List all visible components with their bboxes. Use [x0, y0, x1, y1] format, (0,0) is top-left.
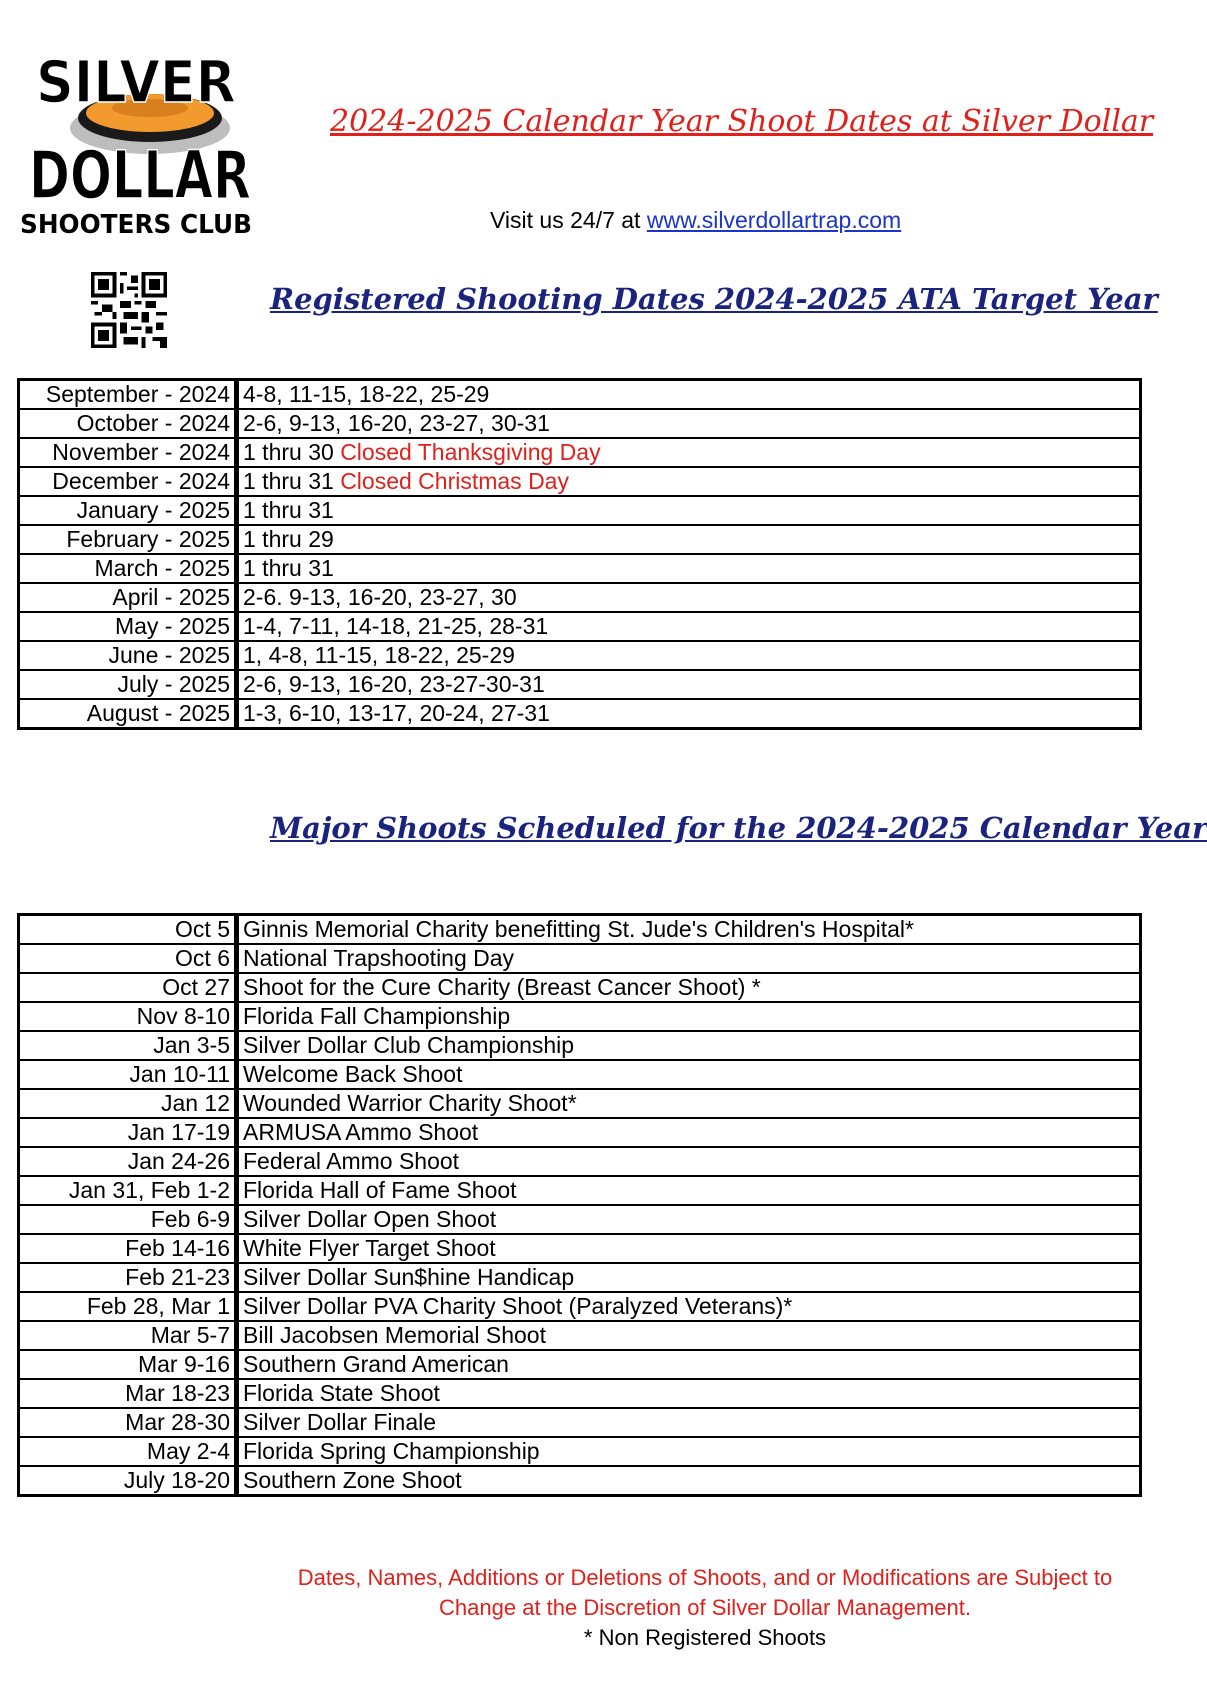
- shoot-name-cell: ARMUSA Ammo Shoot: [237, 1118, 1141, 1147]
- month-cell: August - 2025: [19, 699, 237, 729]
- table-row: [19, 496, 1141, 525]
- shoot-date-cell: Nov 8-10: [19, 1002, 237, 1031]
- dates-text: 2-6, 9-13, 16-20, 23-27, 30-31: [243, 410, 550, 436]
- shoot-date-cell: Mar 9-16: [19, 1350, 237, 1379]
- dates-text: 1-3, 6-10, 13-17, 20-24, 27-31: [243, 700, 550, 726]
- dates-text: 2-6. 9-13, 16-20, 23-27, 30: [243, 584, 517, 610]
- shoot-date-cell: Jan 3-5: [19, 1031, 237, 1060]
- shoot-date-cell: Jan 12: [19, 1089, 237, 1118]
- month-cell: May - 2025: [19, 612, 237, 641]
- logo-word-shooters-club: SHOOTERS CLUB: [20, 210, 252, 240]
- shoot-date-cell: May 2-4: [19, 1437, 237, 1466]
- shoot-name-cell: Wounded Warrior Charity Shoot*: [237, 1089, 1141, 1118]
- table-row: [19, 583, 1141, 612]
- table-row: [19, 1263, 1141, 1292]
- table-row: [19, 641, 1141, 670]
- month-cell: November - 2024: [19, 438, 237, 467]
- visit-prefix: Visit us 24/7 at: [490, 207, 641, 233]
- major-shoots-heading: Major Shoots Scheduled for the 2024-2025 Calendar Year: [270, 811, 1207, 845]
- month-cell: September - 2024: [19, 380, 237, 410]
- dates-cell: [237, 583, 1141, 612]
- shoot-date-cell: Jan 24-26: [19, 1147, 237, 1176]
- table-row: [19, 380, 1141, 410]
- table-row: [19, 1031, 1141, 1060]
- disclaimer-line-1: Dates, Names, Additions or Deletions of Shoots, and or Modifications are Subject to: [297, 1565, 1113, 1590]
- month-cell: February - 2025: [19, 525, 237, 554]
- shoot-date-cell: July 18-20: [19, 1466, 237, 1496]
- table-row: [19, 1437, 1141, 1466]
- dates-text: 1 thru 31: [243, 468, 334, 494]
- table-row: [19, 1118, 1141, 1147]
- table-row: [19, 525, 1141, 554]
- visit-line: [490, 207, 901, 234]
- shoot-name-cell: Bill Jacobsen Memorial Shoot: [237, 1321, 1141, 1350]
- shoot-date-cell: Jan 31, Feb 1-2: [19, 1176, 237, 1205]
- shoot-name-cell: Ginnis Memorial Charity benefitting St. Jude's Children's Hospital*: [237, 915, 1141, 945]
- logo-word-silver: SILVER: [36, 48, 236, 116]
- shoot-name-cell: Florida Spring Championship: [237, 1437, 1141, 1466]
- shoot-name-cell: Silver Dollar PVA Charity Shoot (Paralyzed Veterans)*: [237, 1292, 1141, 1321]
- table-row: [19, 915, 1141, 945]
- table-row: [19, 1379, 1141, 1408]
- major-shoots-table: [17, 913, 1142, 1497]
- table-row: [19, 699, 1141, 729]
- dates-text: 1-4, 7-11, 14-18, 21-25, 28-31: [243, 613, 549, 639]
- qr-code-icon[interactable]: [88, 272, 170, 348]
- table-row: [19, 670, 1141, 699]
- shoot-name-cell: Silver Dollar Club Championship: [237, 1031, 1141, 1060]
- table-row: [19, 1002, 1141, 1031]
- dates-cell: [237, 612, 1141, 641]
- shoot-name-cell: Federal Ammo Shoot: [237, 1147, 1141, 1176]
- dates-cell: [237, 438, 1141, 467]
- shoot-name-cell: Silver Dollar Sun$hine Handicap: [237, 1263, 1141, 1292]
- table-row: [19, 1292, 1141, 1321]
- month-cell: June - 2025: [19, 641, 237, 670]
- table-row: [19, 1176, 1141, 1205]
- shoot-date-cell: Feb 14-16: [19, 1234, 237, 1263]
- shoot-name-cell: Southern Grand American: [237, 1350, 1141, 1379]
- table-row: [19, 1321, 1141, 1350]
- month-cell: April - 2025: [19, 583, 237, 612]
- dates-cell: [237, 380, 1141, 410]
- table-row: [19, 1350, 1141, 1379]
- dates-text: 1 thru 31: [243, 555, 334, 581]
- table-row: [19, 1466, 1141, 1496]
- month-cell: December - 2024: [19, 467, 237, 496]
- shoot-date-cell: Feb 6-9: [19, 1205, 237, 1234]
- table-row: [19, 1089, 1141, 1118]
- month-cell: July - 2025: [19, 670, 237, 699]
- dates-text: 1 thru 31: [243, 497, 334, 523]
- table-row: [19, 1234, 1141, 1263]
- table-row: [19, 973, 1141, 1002]
- dates-text: 1, 4-8, 11-15, 18-22, 25-29: [243, 642, 515, 668]
- dates-cell: [237, 641, 1141, 670]
- shoot-name-cell: Silver Dollar Open Shoot: [237, 1205, 1141, 1234]
- dates-cell: [237, 670, 1141, 699]
- table-row: [19, 1147, 1141, 1176]
- dates-cell: [237, 525, 1141, 554]
- table-row: [19, 409, 1141, 438]
- website-link[interactable]: www.silverdollartrap.com: [646, 207, 902, 233]
- table-row: [19, 554, 1141, 583]
- shoot-name-cell: Florida Fall Championship: [237, 1002, 1141, 1031]
- table-row: [19, 438, 1141, 467]
- shoot-date-cell: Mar 5-7: [19, 1321, 237, 1350]
- registered-heading: Registered Shooting Dates 2024-2025 ATA Target Year: [270, 282, 1158, 316]
- shoot-name-cell: Florida State Shoot: [237, 1379, 1141, 1408]
- table-row: [19, 1060, 1141, 1089]
- dates-cell: [237, 409, 1141, 438]
- shoot-name-cell: Silver Dollar Finale: [237, 1408, 1141, 1437]
- closure-note: Closed Thanksgiving Day: [340, 439, 601, 465]
- silver-dollar-logo: [18, 50, 262, 250]
- disclaimer-line-2: Change at the Discretion of Silver Dollar Management.: [439, 1595, 971, 1620]
- shoot-date-cell: Jan 10-11: [19, 1060, 237, 1089]
- shoot-date-cell: Oct 6: [19, 944, 237, 973]
- dates-cell: [237, 467, 1141, 496]
- shoot-date-cell: Mar 28-30: [19, 1408, 237, 1437]
- table-row: [19, 612, 1141, 641]
- table-row: [19, 467, 1141, 496]
- shoot-date-cell: Mar 18-23: [19, 1379, 237, 1408]
- logo-word-dollar: DOLLAR: [29, 137, 251, 214]
- dates-cell: [237, 699, 1141, 729]
- shoot-date-cell: Oct 5: [19, 915, 237, 945]
- shoot-name-cell: White Flyer Target Shoot: [237, 1234, 1141, 1263]
- registered-dates-table: [17, 378, 1142, 730]
- dates-text: 1 thru 30: [243, 439, 334, 465]
- shoot-name-cell: Florida Hall of Fame Shoot: [237, 1176, 1141, 1205]
- table-row: [19, 1205, 1141, 1234]
- shoot-name-cell: Shoot for the Cure Charity (Breast Cancer Shoot) *: [237, 973, 1141, 1002]
- shoot-name-cell: National Trapshooting Day: [237, 944, 1141, 973]
- dates-cell: [237, 496, 1141, 525]
- shoot-date-cell: Oct 27: [19, 973, 237, 1002]
- shoot-date-cell: Feb 28, Mar 1: [19, 1292, 237, 1321]
- shoot-date-cell: Feb 21-23: [19, 1263, 237, 1292]
- month-cell: January - 2025: [19, 496, 237, 525]
- shoot-name-cell: Southern Zone Shoot: [237, 1466, 1141, 1496]
- dates-text: 2-6, 9-13, 16-20, 23-27-30-31: [243, 671, 545, 697]
- month-cell: March - 2025: [19, 554, 237, 583]
- dates-text: 4-8, 11-15, 18-22, 25-29: [243, 381, 490, 407]
- closure-note: Closed Christmas Day: [340, 468, 569, 494]
- page-title: 2024-2025 Calendar Year Shoot Dates at Silver Dollar: [330, 104, 1154, 139]
- footer: [270, 1563, 1140, 1653]
- dates-text: 1 thru 29: [243, 526, 334, 552]
- shoot-date-cell: Jan 17-19: [19, 1118, 237, 1147]
- table-row: [19, 944, 1141, 973]
- table-row: [19, 1408, 1141, 1437]
- month-cell: October - 2024: [19, 409, 237, 438]
- shoot-name-cell: Welcome Back Shoot: [237, 1060, 1141, 1089]
- dates-cell: [237, 554, 1141, 583]
- non-registered-note: * Non Registered Shoots: [583, 1625, 827, 1650]
